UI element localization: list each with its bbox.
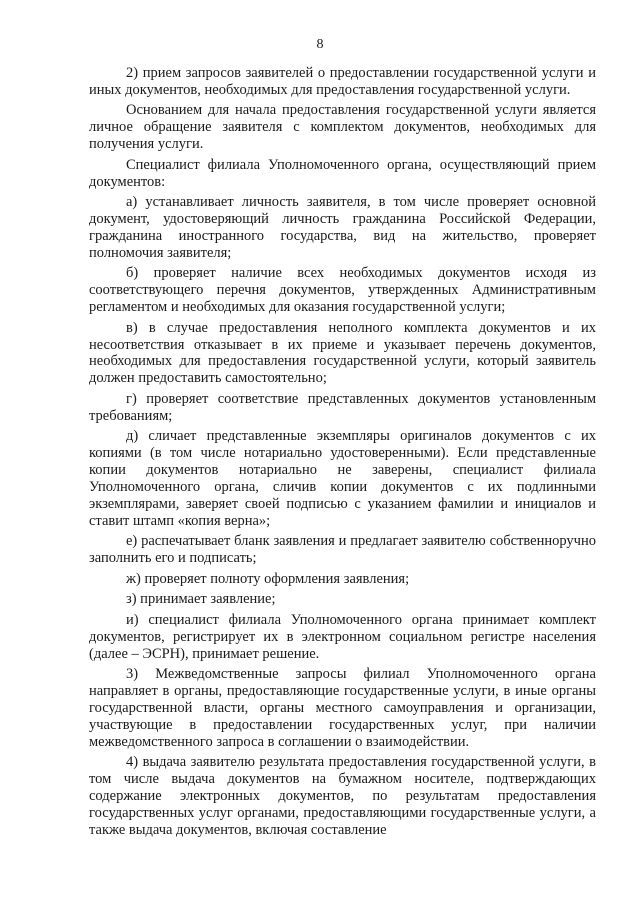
paragraph-zh: ж) проверяет полноту оформления заявления; bbox=[126, 570, 410, 587]
document-body bbox=[89, 65, 596, 842]
paragraph-basis: Основанием для начала предоставления государственной услуги является личное обращение заявителя с комплектом документов, необходимых для получения услуги. bbox=[89, 102, 596, 153]
paragraph-a: а) устанавливает личность заявителя, в том числе проверяет основной документ, удостоверяющий личность гражданина Российской Федерации, гражданина иностранного государства, вид на жительство, проверяет полномочия заявителя; bbox=[89, 194, 596, 261]
page-number: 8 bbox=[316, 37, 324, 52]
paragraph-item-4: 4) выдача заявителю результата предоставления государственной услуги, в том числе выдача документов на бумажном носителе, подтверждающих содержание электронных документов, по результатам предоставления государственных услуг органами, предоставляющими государственные услуги, а также выдача документов, включая составление bbox=[89, 754, 596, 838]
paragraph-i: и) специалист филиала Уполномоченного органа принимает комплект документов, регистрирует их в электронном социальном регистре населения (далее – ЭСРН), принимает решение. bbox=[89, 611, 596, 662]
paragraph-d: д) сличает представленные экземпляры оригиналов документов с их копиями (в том числе нотариально удостоверенными). Если представленные копии документов нотариально не заверены, специалист филиала Уполномоченного органа, сличив копии документов с их подлинными экземплярами, заверяет своей подписью с указанием фамилии и инициалов и ставит штамп «копия верна»; bbox=[89, 428, 596, 529]
paragraph-b: б) проверяет наличие всех необходимых документов исходя из соответствующего перечня документов, утвержденных Административным регламентом и необходимых для оказания государственной услуги; bbox=[89, 265, 596, 316]
paragraph-v: в) в случае предоставления неполного комплекта документов и их несоответствия отказывает в их приеме и указывает перечень документов, необходимых для предоставления государственной услуги, который заявитель должен предоставить самостоятельно; bbox=[89, 319, 596, 387]
paragraph-specialist: Специалист филиала Уполномоченного органа, осуществляющий прием документов: bbox=[89, 156, 596, 190]
paragraph-z: з) принимает заявление; bbox=[126, 591, 276, 608]
paragraph-item-3: 3) Межведомственные запросы филиал Уполномоченного органа направляет в органы, предоставляющие государственные услуги, в иные органы государственной власти, органы местного самоуправления и организации, участвующие в предоставлении государственных услуг, при наличии межведомственного запроса в соглашении о взаимодействии. bbox=[89, 666, 596, 750]
paragraph-e: е) распечатывает бланк заявления и предлагает заявителю собственноручно заполнить его и подписать; bbox=[89, 533, 596, 567]
paragraph-item-2: 2) прием запросов заявителей о предоставлении государственной услуги и иных документов, необходимых для предоставления государственной услуги. bbox=[89, 65, 596, 98]
paragraph-g: г) проверяет соответствие представленных документов установленным требованиям; bbox=[89, 390, 596, 424]
